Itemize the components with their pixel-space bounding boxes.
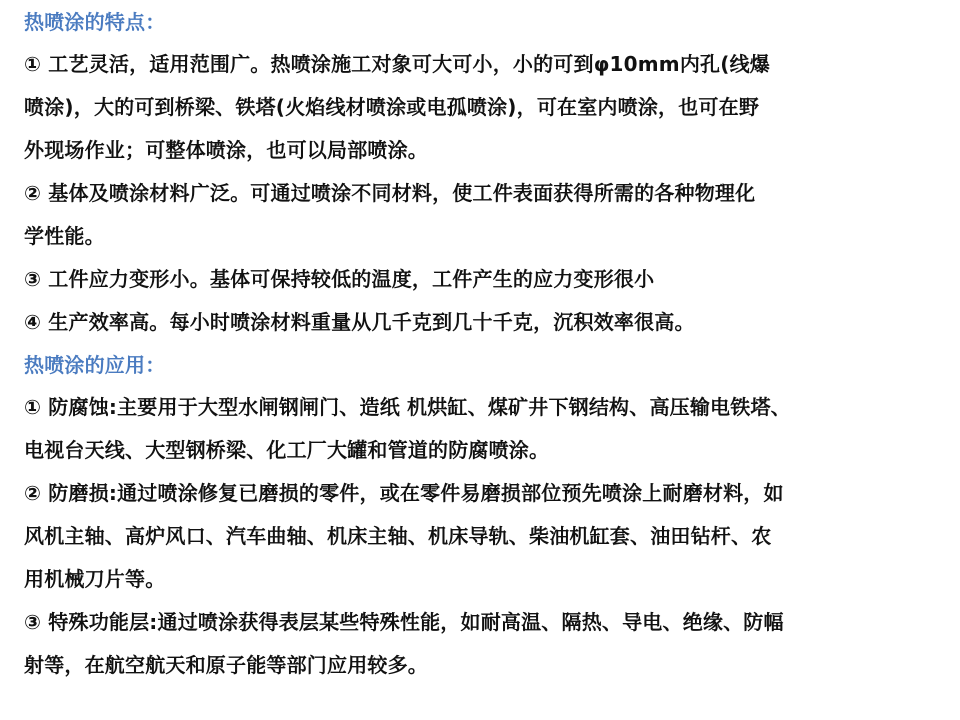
application-line-1: ① 防腐蚀:主要用于大型水闸钢闸门、造纸 机烘缸、煤矿井下钢结构、高压输电铁塔、 <box>24 395 791 419</box>
feature-line-5: 学性能。 <box>24 224 105 248</box>
feature-line-1: ① 工艺灵活，适用范围广。热喷涂施工对象可大可小，小的可到φ10mm内孔(线爆 <box>24 52 770 76</box>
document-body <box>24 10 944 696</box>
feature-line-6: ③ 工件应力变形小。基体可保持较低的温度，工件产生的应力变形很小 <box>24 267 655 291</box>
application-line-7: 射等，在航空航天和原子能等部门应用较多。 <box>24 653 428 677</box>
section-heading-applications: 热喷涂的应用： <box>24 353 166 377</box>
application-line-3: ② 防磨损:通过喷涂修复已磨损的零件，或在零件易磨损部位预先喷涂上耐磨材料，如 <box>24 481 784 505</box>
application-line-5: 用机械刀片等。 <box>24 567 166 591</box>
feature-line-4: ② 基体及喷涂材料广泛。可通过喷涂不同材料，使工件表面获得所需的各种物理化 <box>24 181 756 205</box>
feature-line-2: 喷涂)，大的可到桥梁、铁塔(火焰线材喷涂或电孤喷涂)，可在室内喷涂，也可在野 <box>24 95 760 119</box>
application-line-6: ③ 特殊功能层:通过喷涂获得表层某些特殊性能，如耐高温、隔热、导电、绝缘、防幅 <box>24 610 784 634</box>
feature-line-7: ④ 生产效率高。每小时喷涂材料重量从几千克到几十千克，沉积效率很高。 <box>24 310 695 334</box>
section-heading-features: 热喷涂的特点： <box>24 10 166 34</box>
application-line-2: 电视台天线、大型钢桥梁、化工厂大罐和管道的防腐喷涂。 <box>24 438 550 462</box>
feature-line-3: 外现场作业；可整体喷涂，也可以局部喷涂。 <box>24 138 428 162</box>
application-line-4: 风机主轴、高炉风口、汽车曲轴、机床主轴、机床导轨、柴油机缸套、油田钻杆、农 <box>24 524 772 548</box>
